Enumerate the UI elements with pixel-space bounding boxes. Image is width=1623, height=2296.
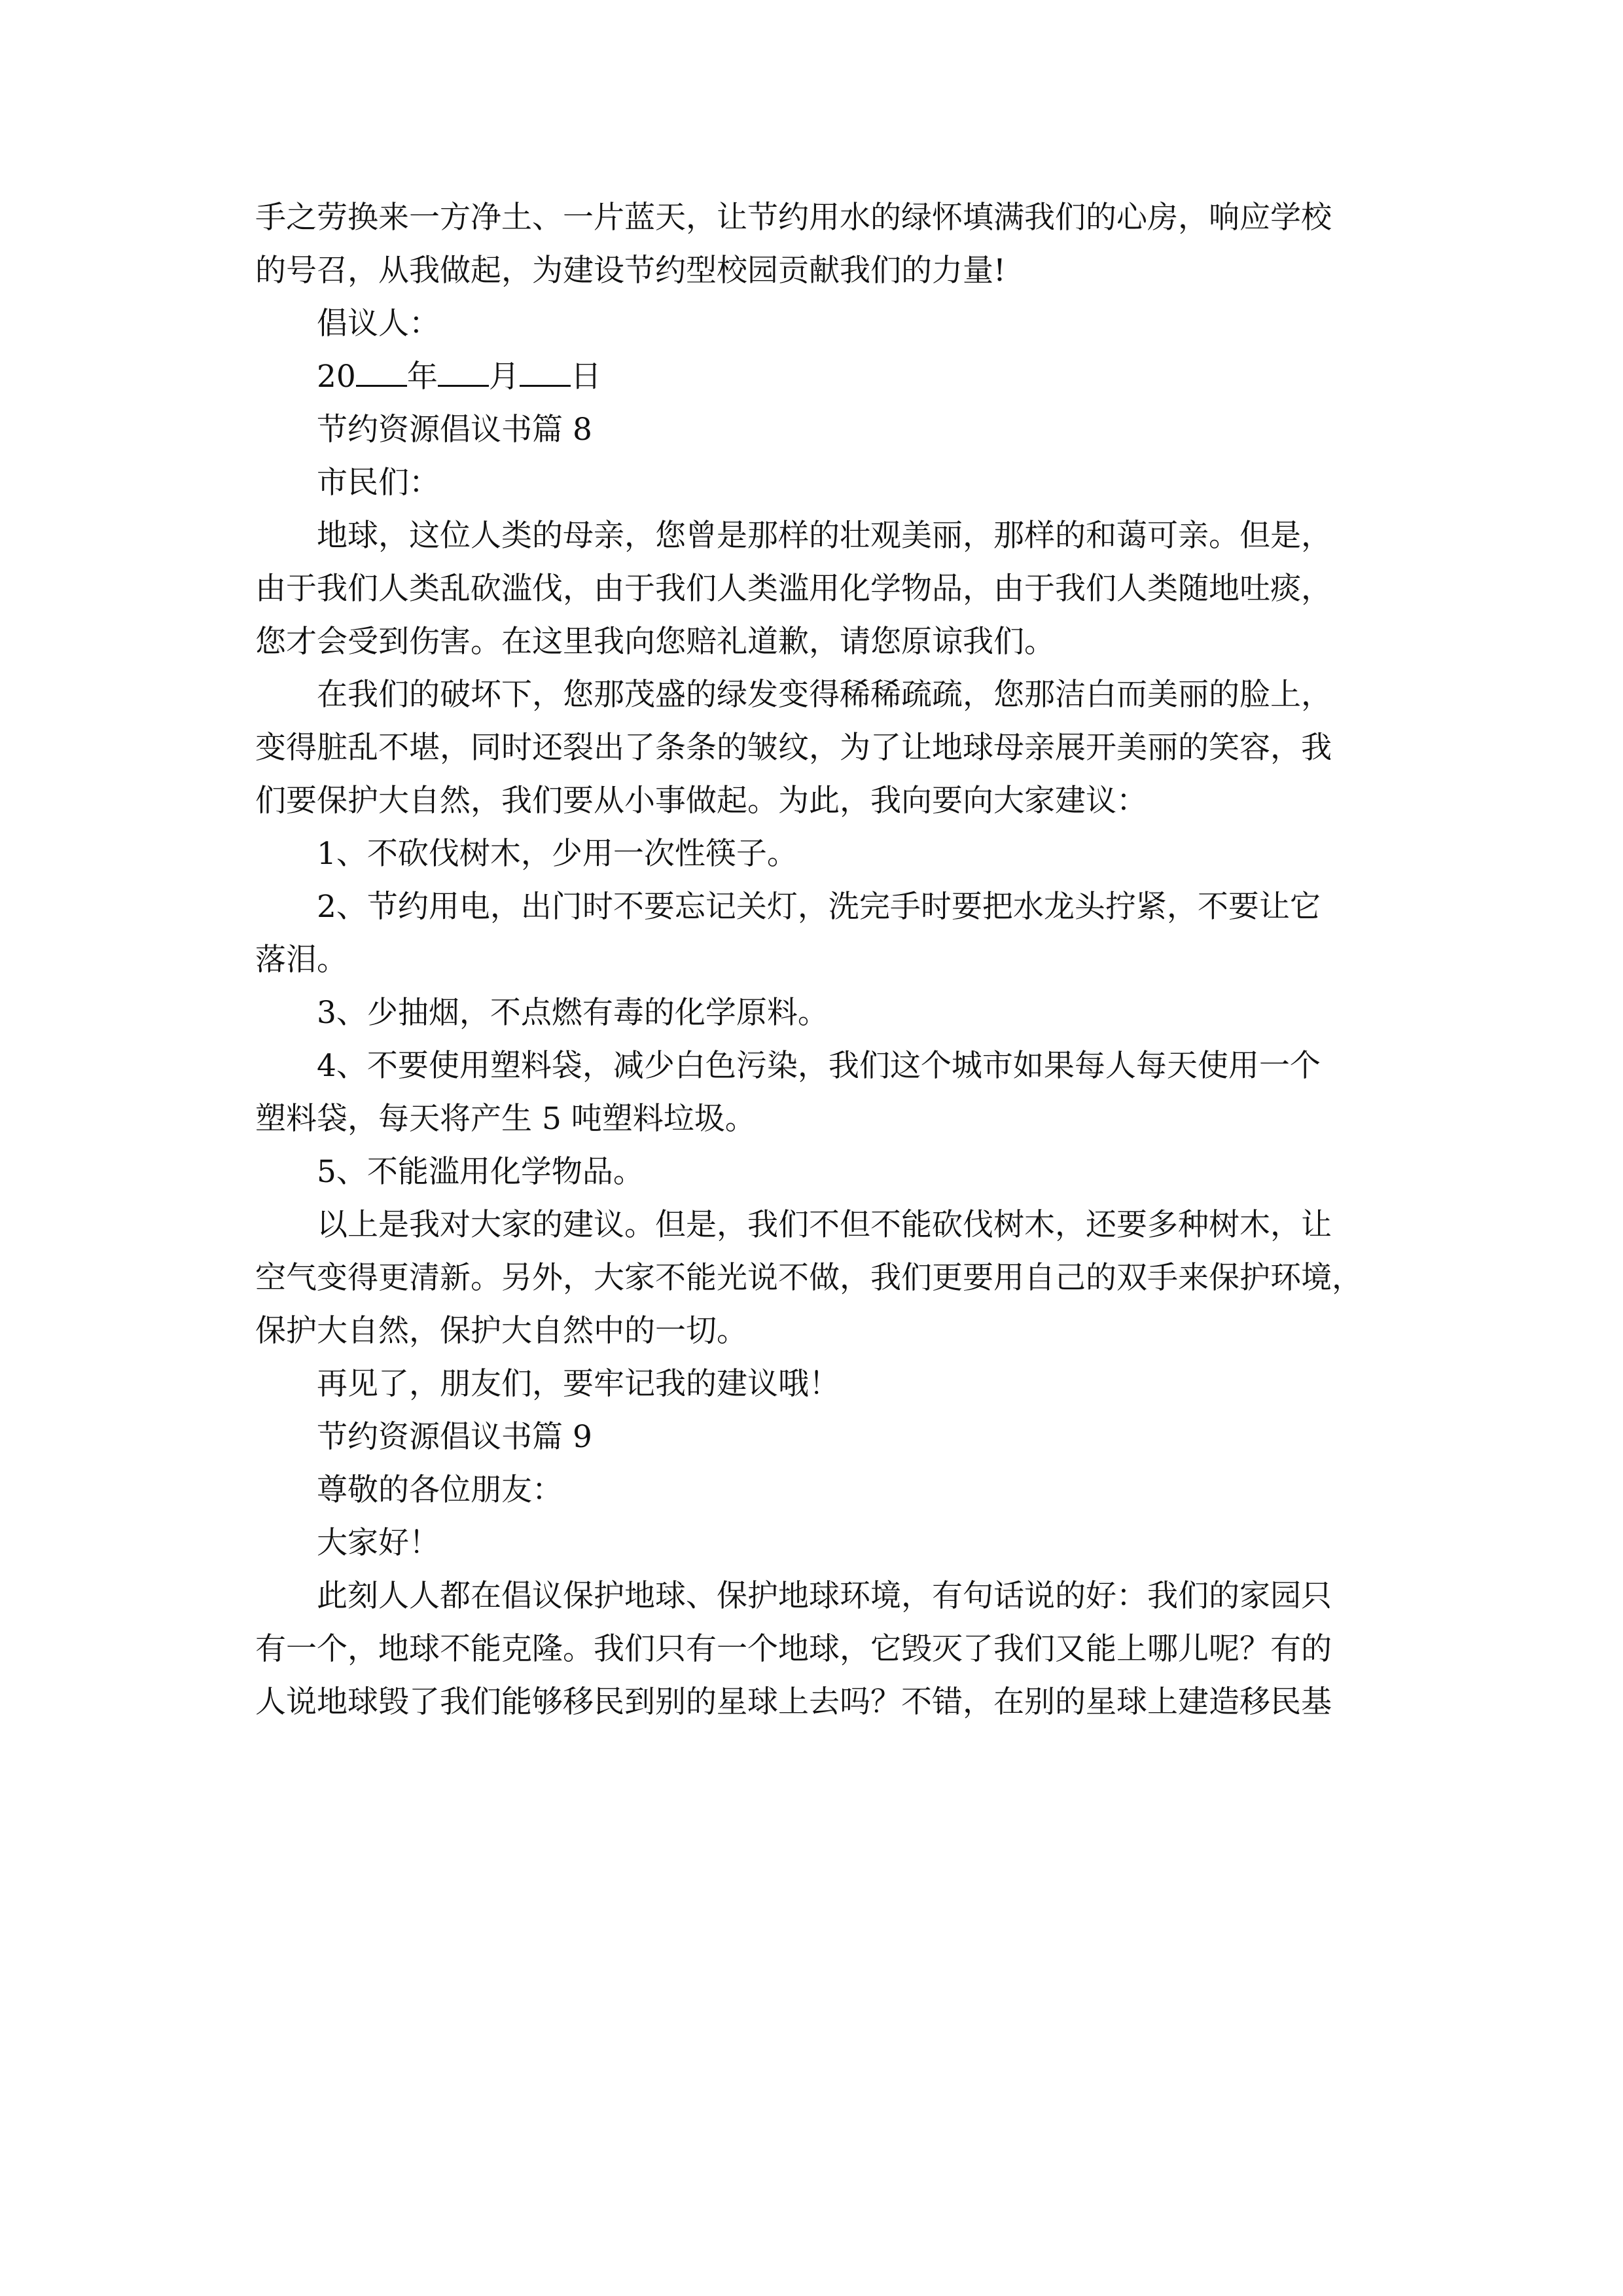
list-item-3: 3、少抽烟，不点燃有毒的化学原料。: [317, 995, 829, 1031]
paragraph: [255, 668, 1381, 827]
text-line: 手之劳换来一方净土、一片蓝天，让节约用水的绿怀填满我们的心房，响应学校: [255, 200, 1332, 236]
paragraph: [255, 1570, 1381, 1729]
text-line: 有一个，地球不能克隆。我们只有一个地球，它毁灭了我们又能上哪儿呢？有的: [255, 1631, 1332, 1667]
date-day-char: 日: [570, 359, 601, 395]
salutation-9: 尊敬的各位朋友：: [317, 1472, 563, 1508]
document-body: [255, 191, 1381, 1729]
date-year-char: 年: [406, 359, 438, 395]
section-heading-9: 节约资源倡议书篇 9: [317, 1419, 592, 1455]
section-heading-8: 节约资源倡议书篇 8: [317, 412, 592, 448]
date-month-char: 月: [488, 359, 520, 395]
text-line: 地球，这位人类的母亲，您曾是那样的壮观美丽，那样的和蔼可亲。但是，: [317, 518, 1332, 554]
text-line: 以上是我对大家的建议。但是，我们不但不能砍伐树木，还要多种树木，让: [317, 1207, 1332, 1243]
text-line: 保护大自然，保护大自然中的一切。: [255, 1313, 747, 1349]
list-item-5: 5、不能滥用化学物品。: [317, 1154, 644, 1190]
text-line: 空气变得更清新。另外，大家不能光说不做，我们更要用自己的双手来保护环境，: [255, 1260, 1363, 1296]
text-line: 此刻人人都在倡议保护地球、保护地球环境，有句话说的好：我们的家园只: [317, 1578, 1332, 1614]
paragraph: [255, 1198, 1381, 1357]
list-item-1: 1、不砍伐树木，少用一次性筷子。: [317, 836, 798, 872]
text-line: 您才会受到伤害。在这里我向您赔礼道歉，请您原谅我们。: [255, 624, 1055, 660]
text-line: 由于我们人类乱砍滥伐，由于我们人类滥用化学物品，由于我们人类随地吐痰，: [255, 571, 1332, 607]
salutation-8: 市民们：: [317, 465, 440, 501]
list-item-4: [255, 1039, 1381, 1145]
closing-line-8: 再见了，朋友们，要牢记我的建议哦！: [317, 1366, 840, 1402]
paragraph: [255, 509, 1381, 668]
text-line: 变得脏乱不堪，同时还裂出了条条的皱纹，为了让地球母亲展开美丽的笑容，我: [255, 730, 1332, 766]
list-item-2: [255, 880, 1381, 986]
date-blank-year: [356, 359, 407, 387]
greeting-9: 大家好！: [317, 1525, 440, 1561]
date-line: [255, 350, 1381, 403]
date-blank-month: [438, 359, 489, 387]
intro-paragraph-tail: [255, 191, 1381, 297]
text-line: 们要保护大自然，我们要从小事做起。为此，我向要向大家建议：: [255, 783, 1147, 819]
text-line: 塑料袋，每天将产生 5 吨塑料垃圾。: [255, 1101, 756, 1137]
text-line: 2、节约用电，出门时不要忘记关灯，洗完手时要把水龙头拧紧，不要让它: [317, 889, 1321, 925]
date-blank-day: [520, 359, 571, 387]
text-line: 的号召，从我做起，为建设节约型校园贡献我们的力量!: [255, 253, 1006, 289]
proposer-label: 倡议人：: [317, 306, 440, 342]
text-line: 在我们的破坏下，您那茂盛的绿发变得稀稀疏疏，您那洁白而美丽的脸上，: [317, 677, 1332, 713]
date-prefix: 20: [317, 359, 356, 395]
text-line: 落泪。: [255, 942, 348, 978]
text-line: 人说地球毁了我们能够移民到别的星球上去吗？不错，在别的星球上建造移民基: [255, 1684, 1332, 1720]
text-line: 4、不要使用塑料袋，减少白色污染，我们这个城市如果每人每天使用一个: [317, 1048, 1321, 1084]
